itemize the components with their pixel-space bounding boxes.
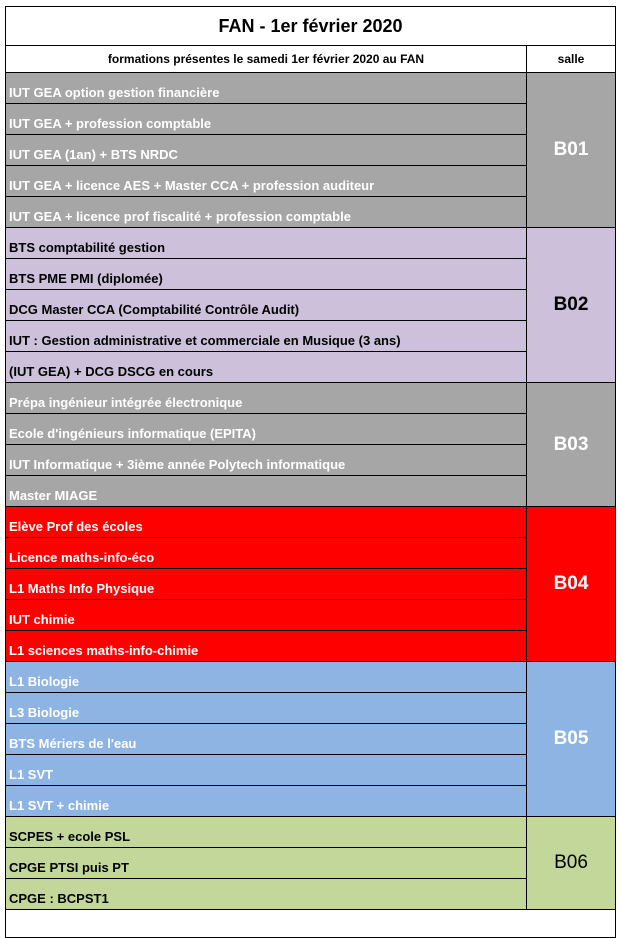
formation-row (6, 693, 616, 724)
empty-row (6, 910, 616, 938)
formation-row (6, 259, 616, 290)
formation-row (6, 73, 616, 104)
formation-cell: Elève Prof des écoles (6, 507, 527, 538)
formation-cell: L1 Maths Info Physique (6, 569, 527, 600)
formation-row (6, 290, 616, 321)
formation-row (6, 662, 616, 693)
salle-header: salle (527, 46, 616, 73)
formation-cell: IUT GEA + licence prof fiscalité + profession comptable (6, 197, 527, 228)
formation-cell: IUT GEA + licence AES + Master CCA + profession auditeur (6, 166, 527, 197)
formation-cell: Ecole d'ingénieurs informatique (EPITA) (6, 414, 527, 445)
formation-cell: Licence maths-info-éco (6, 538, 527, 569)
page-title: FAN - 1er février 2020 (6, 7, 616, 46)
formation-row (6, 631, 616, 662)
salle-cell: B04 (527, 507, 616, 662)
formation-row (6, 600, 616, 631)
formation-cell: IUT Informatique + 3ième année Polytech informatique (6, 445, 527, 476)
formation-row (6, 569, 616, 600)
schedule-sheet (5, 6, 615, 938)
formation-cell: IUT chimie (6, 600, 527, 631)
formation-cell: IUT GEA option gestion financière (6, 73, 527, 104)
formation-row (6, 724, 616, 755)
formation-row (6, 197, 616, 228)
formation-row (6, 476, 616, 507)
formation-row (6, 755, 616, 786)
formation-row (6, 414, 616, 445)
formation-row (6, 135, 616, 166)
formation-row (6, 445, 616, 476)
formation-cell: DCG Master CCA (Comptabilité Contrôle Audit) (6, 290, 527, 321)
formation-cell: L1 sciences maths-info-chimie (6, 631, 527, 662)
formation-row (6, 228, 616, 259)
formation-row (6, 352, 616, 383)
formation-cell: IUT GEA (1an) + BTS NRDC (6, 135, 527, 166)
formation-row (6, 786, 616, 817)
formation-cell: BTS PME PMI (diplomée) (6, 259, 527, 290)
formation-cell: L3 Biologie (6, 693, 527, 724)
formation-row (6, 383, 616, 414)
formation-row (6, 879, 616, 910)
formation-cell: L1 SVT + chimie (6, 786, 527, 817)
formation-row (6, 166, 616, 197)
formation-cell: Prépa ingénieur intégrée électronique (6, 383, 527, 414)
salle-cell: B02 (527, 228, 616, 383)
salle-cell: B01 (527, 73, 616, 228)
formation-row (6, 507, 616, 538)
formations-header: formations présentes le samedi 1er février 2020 au FAN (6, 46, 527, 73)
formation-row (6, 104, 616, 135)
formation-row (6, 817, 616, 848)
formation-cell: IUT : Gestion administrative et commerciale en Musique (3 ans) (6, 321, 527, 352)
title-row (6, 7, 616, 46)
formation-cell: BTS Mériers de l'eau (6, 724, 527, 755)
formations-table (5, 6, 616, 938)
formation-cell: IUT GEA + profession comptable (6, 104, 527, 135)
formation-cell: SCPES + ecole PSL (6, 817, 527, 848)
formation-cell: (IUT GEA) + DCG DSCG en cours (6, 352, 527, 383)
formation-cell: CPGE PTSI puis PT (6, 848, 527, 879)
formation-cell: L1 SVT (6, 755, 527, 786)
header-row (6, 46, 616, 73)
formation-cell: Master MIAGE (6, 476, 527, 507)
formation-cell: BTS comptabilité gestion (6, 228, 527, 259)
salle-cell: B06 (527, 817, 616, 910)
salle-cell: B05 (527, 662, 616, 817)
formation-row (6, 848, 616, 879)
salle-cell: B03 (527, 383, 616, 507)
empty-cell (6, 910, 616, 938)
formation-row (6, 321, 616, 352)
formation-cell: L1 Biologie (6, 662, 527, 693)
formation-row (6, 538, 616, 569)
formation-cell: CPGE : BCPST1 (6, 879, 527, 910)
